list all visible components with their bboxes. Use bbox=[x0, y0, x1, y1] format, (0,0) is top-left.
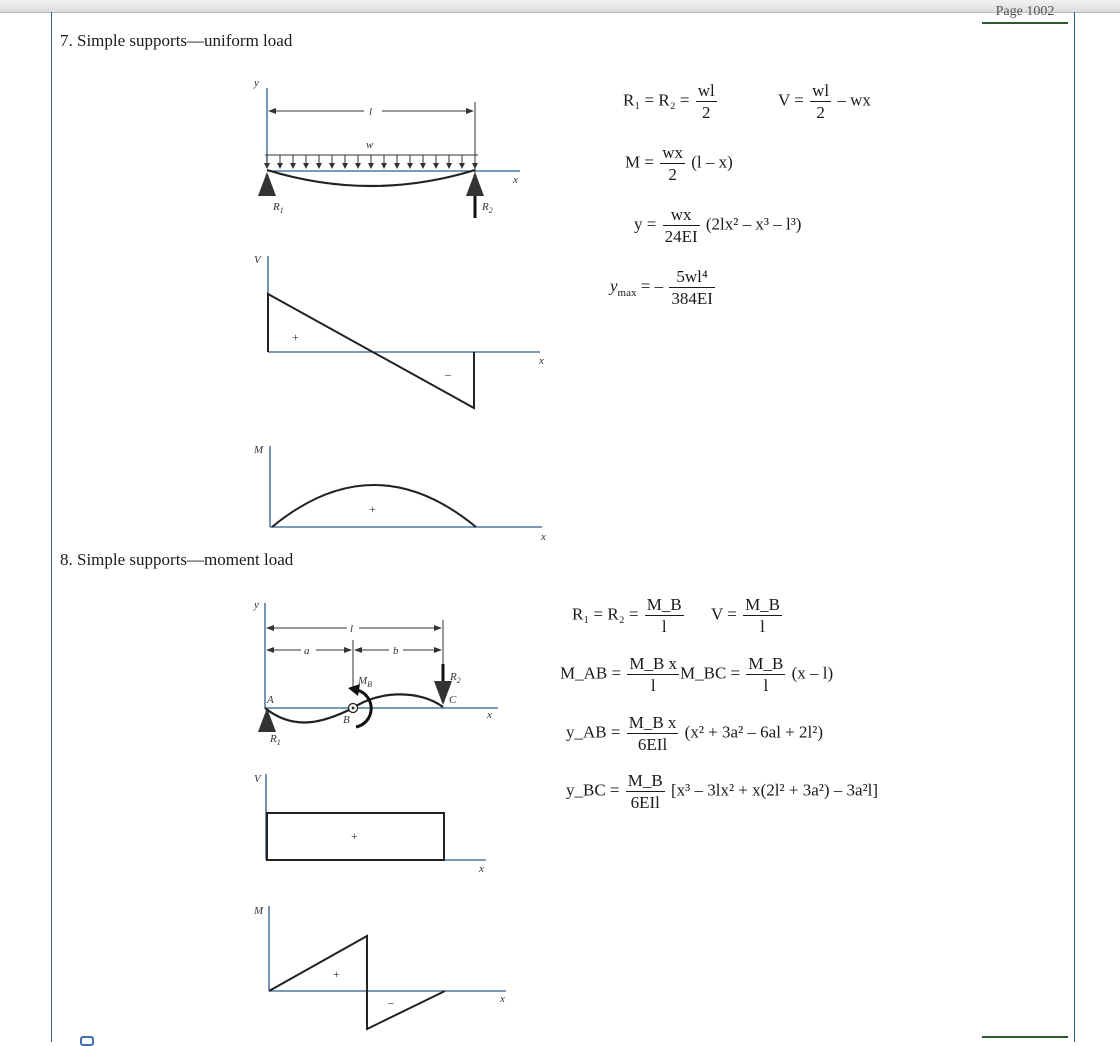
mb-label: $M_B$ bbox=[358, 675, 373, 689]
load-arrow-head bbox=[472, 163, 478, 169]
x-label: x bbox=[487, 709, 492, 721]
load-arrow-head bbox=[303, 163, 309, 169]
uniform-load-arrows bbox=[264, 155, 478, 169]
case8-moment-diagram bbox=[253, 905, 506, 1029]
m-axis-label: M bbox=[254, 444, 264, 456]
case7-eq-reactions: R₁ = R₂ = $\frac{wl}{2}$ bbox=[623, 81, 715, 122]
shear-plus: + bbox=[351, 829, 358, 843]
m-x-label: x bbox=[500, 993, 505, 1005]
m-axis-label: M bbox=[254, 905, 264, 917]
moment-minus: – bbox=[388, 995, 394, 1009]
span-label: l bbox=[350, 623, 354, 635]
case8-eq-mbc: M_BC = $\frac{M\_B}{l}$ (x – l) bbox=[680, 654, 834, 695]
x-label: x bbox=[513, 174, 518, 186]
load-arrow-head bbox=[277, 163, 283, 169]
v-axis-label: V bbox=[254, 773, 261, 785]
case7-eq-ymax: $y_{max}$ = – $\frac{\text{5wl⁴}}{384EI}$ bbox=[610, 267, 713, 308]
case8-eq-shear: V = $\frac{M\_B}{l}$ bbox=[711, 595, 781, 636]
load-arrow-head bbox=[420, 163, 426, 169]
case7-load-diagram bbox=[253, 77, 520, 218]
r2-label: $R_2$ bbox=[450, 671, 461, 685]
r2-label: $R_2$ bbox=[482, 201, 493, 215]
deflected-beam bbox=[267, 170, 475, 186]
y-label: y bbox=[254, 77, 259, 89]
case8-shear-diagram bbox=[254, 773, 486, 875]
m-x-label: x bbox=[541, 531, 546, 543]
load-arrow-head bbox=[342, 163, 348, 169]
load-arrow-head bbox=[290, 163, 296, 169]
b-label: b bbox=[393, 645, 399, 657]
case7-eq-moment: M = $\frac{wx}{2}$ (l – x) bbox=[625, 143, 733, 184]
case8-eq-reactions: R₁ = R₂ = $\frac{M\_B}{l}$ bbox=[572, 595, 682, 636]
case7-moment-diagram bbox=[253, 444, 546, 543]
case8-eq-mab: M_AB = $\frac{\text{M\_B x}}{l}$ bbox=[560, 654, 678, 695]
shear-minus: – bbox=[445, 367, 451, 381]
load-arrow-head bbox=[446, 163, 452, 169]
a-label: a bbox=[304, 645, 310, 657]
c-point-label: C bbox=[449, 694, 457, 706]
load-label: w bbox=[366, 139, 374, 151]
load-arrow-head bbox=[329, 163, 335, 169]
load-arrow-head bbox=[368, 163, 374, 169]
load-arrow-head bbox=[433, 163, 439, 169]
load-arrow-head bbox=[459, 163, 465, 169]
load-arrow-head bbox=[355, 163, 361, 169]
shear-line bbox=[268, 294, 474, 408]
v-x-label: x bbox=[479, 863, 484, 875]
moment-plus: + bbox=[333, 967, 340, 981]
load-arrow-head bbox=[381, 163, 387, 169]
case7-shear-diagram bbox=[254, 254, 544, 408]
case8-eq-ybc: y_BC = $\frac{M\_B}{\text{6EIl}}$ [x³ – 3lx² + x(2l² + 3a²) – 3a²l] bbox=[566, 771, 879, 812]
y-label: y bbox=[254, 599, 259, 611]
load-arrow-head bbox=[407, 163, 413, 169]
load-arrow-head bbox=[394, 163, 400, 169]
r1-label: $R_1$ bbox=[270, 733, 281, 747]
load-arrow-head bbox=[264, 163, 270, 169]
v-axis-label: V bbox=[254, 254, 261, 266]
r1-label: $R_1$ bbox=[273, 201, 284, 215]
moment-plus: + bbox=[369, 502, 376, 516]
moment-line bbox=[269, 936, 445, 1029]
case8-title: 8. Simple supports—moment load bbox=[60, 550, 294, 569]
moment-pin-center bbox=[352, 707, 355, 710]
case8-load-diagram bbox=[253, 599, 498, 747]
v-x-label: x bbox=[539, 355, 544, 367]
case8-eq-yab: y_AB = $\frac{\text{M\_B x}}{\text{6EIl}}$ (x² + 3a² – 6al + 2l²) bbox=[566, 713, 823, 754]
shear-plus: + bbox=[292, 330, 299, 344]
page-label: Page 1002 bbox=[995, 4, 1055, 19]
a-point-label: A bbox=[267, 694, 274, 706]
case7-eq-deflection: y = $\frac{wx}{24EI}$ (2lx² – x³ – l³) bbox=[634, 205, 802, 246]
case7-title: 7. Simple supports—uniform load bbox=[60, 31, 293, 50]
case7-eq-shear: V = $\frac{wl}{2}$ – wx bbox=[778, 81, 871, 122]
b-point-label: B bbox=[343, 714, 350, 726]
span-label: l bbox=[369, 106, 373, 118]
load-arrow-head bbox=[316, 163, 322, 169]
